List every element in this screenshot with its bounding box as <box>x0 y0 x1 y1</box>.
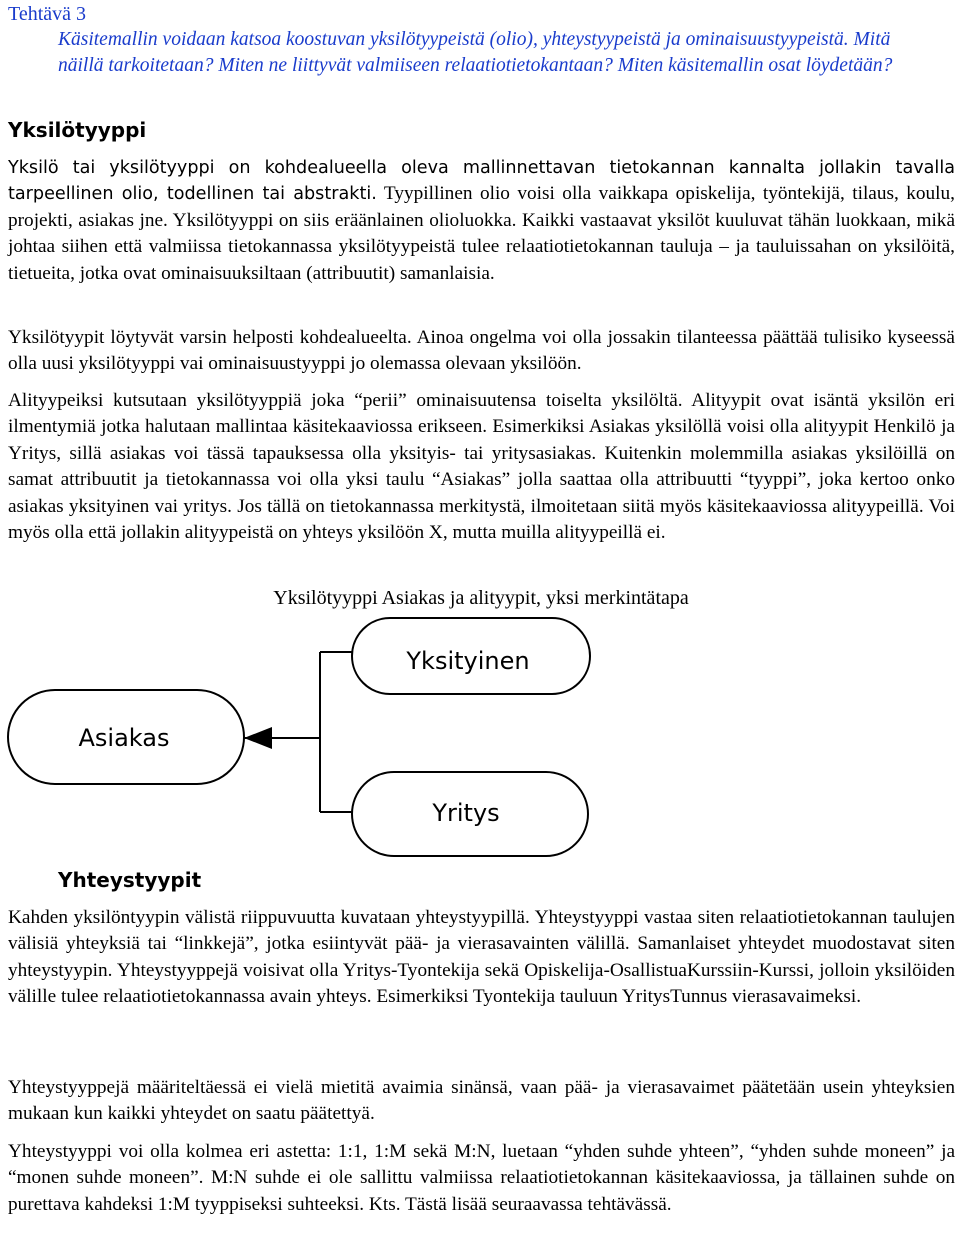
task-question: Käsitemallin voidaan katsoa koostuvan yksilötyypeistä (olio), yhteystyypeistä ja ominaisuustyypeistä. Mitä näillä tarkoitetaan? Miten ne liittyvät valmiiseen relaatiotietokantaan? Miten käsitemallin osat löydetään? <box>58 29 893 76</box>
diagram-caption: Yksilötyyppi Asiakas ja alityypit, yksi merkintätapa <box>273 587 689 609</box>
paragraph-yhteystyyppi-definition: Kahden yksilöntyypin välistä riippuvuutta kuvataan yhteystyypillä. Yhteystyyppi vastaa siten relaatiotietokannan taulujen välisiä yhteyksiä tai “linkkejä”, jotka esiintyvät pää- ja vierasavainten välillä. Samanlaiset yhteydet muodostavat siten yhteystyypin. Yhteystyyppejä voisivat olla Yritys-Tyontekija sekä Opiskelija-OsallistuaKurssiin-Kurssi, jolloin yksilöiden välille tulee relaatiotietokannassa avain yhteys. Esimerkiksi Tyontekija tauluun YritysTunnus vierasavaimeksi. <box>8 907 955 1008</box>
entity-yksityinen-label: Yksityinen <box>406 647 530 675</box>
paragraph-alityypit: Alityypeiksi kutsutaan yksilötyyppiä joka “perii” ominaisuutensa toiselta yksilöltä. Alityypit ovat isäntä yksilön eri ilmentymiä jotka halutaan mallintaa käsitekaaviossa erikseen. Esimerkiksi Asiakas yksilöllä voisi olla alityypit Henkilö ja Yritys, sillä asiakas voi tässä tapauksessa olla yksityis- tai yritysasiakas. Kuitenkin molemmilla asiakas yksilöillä on samat attribuutit ja tietokannassa voi olla yksi taulu “Asiakas” jolla saattaa olla attribuutti “tyyppi”, joka kertoo onko asiakas yksityinen vai yritys. Jos tällä on tietokannassa merkitystä, ilmoitetaan siitä myös käsitekaaviossa alityypeillä. Voi myös olla että jollakin alityypeistä on yhteys yksilöön X, mutta muilla alityypeillä ei. <box>8 390 955 544</box>
entity-asiakas-label: Asiakas <box>78 724 170 752</box>
inheritance-arrow-icon <box>244 727 272 749</box>
paragraph-yhteystyyppi-keys: Yhteystyyppejä määriteltäessä ei vielä mietitä avaimia sinänsä, vaan pää- ja vierasavaimet päätetään usein yhteyksien mukaan kun kaikki yhteydet on saatu päätettyä. <box>8 1077 955 1125</box>
paragraph-yksilo-definition-sans: Yksilö tai yksilötyyppi on kohdealueella oleva mallinnettavan tietokannan kannalta jollakin tavalla tarpeellinen olio, todellinen tai abstrakti. <box>8 158 955 205</box>
entity-yritys-label: Yritys <box>432 799 500 827</box>
heading-yhteystyypit: Yhteystyypit <box>58 868 202 892</box>
task-title: Tehtävä 3 <box>8 3 87 25</box>
paragraph-yksilo-definition-serif: Tyypillinen olio voisi olla vaikkapa opiskelija, työntekijä, tilaus, koulu, projekti, asiakas jne. Yksilötyyppi on siis eräänlainen olioluokka. Kaikki vastaavat yksilöt kuuluvat tähän luokkaan, mikä johtaa siihen että valmiissa tietokannassa yksilötyypeistä tulee relaatiotietokannan tauluja – ja tauluissahan on yksilöitä, tietueita, jotka ovat ominaisuuksiltaan (attribuutit) samanlaisia. <box>8 183 955 284</box>
subtype-diagram <box>0 600 960 860</box>
paragraph-yksilo-finding: Yksilötyypit löytyvät varsin helposti kohdealueelta. Ainoa ongelma voi olla jossakin tilanteessa päättää tulisiko kyseessä olla uusi yksilötyyppi vai ominaisuustyyppi jo olemassa olevaan yksilöön. <box>8 327 955 375</box>
paragraph-yhteystyyppi-degrees: Yhteystyyppi voi olla kolmea eri astetta: 1:1, 1:M sekä M:N, luetaan “yhden suhde yhteen”, “yhden suhde moneen” ja “monen suhde moneen”. M:N suhde ei ole sallittu valmiissa relaatiotietokannan käsitekaaviossa, ja tällainen suhde on purettava kahdeksi 1:M tyyppiseksi suhteeksi. Kts. Tästä lisää seuraavassa tehtävässä. <box>8 1141 955 1215</box>
paragraph-yksilo-definition <box>8 155 955 287</box>
heading-yksilotyyppi: Yksilötyyppi <box>8 118 147 142</box>
